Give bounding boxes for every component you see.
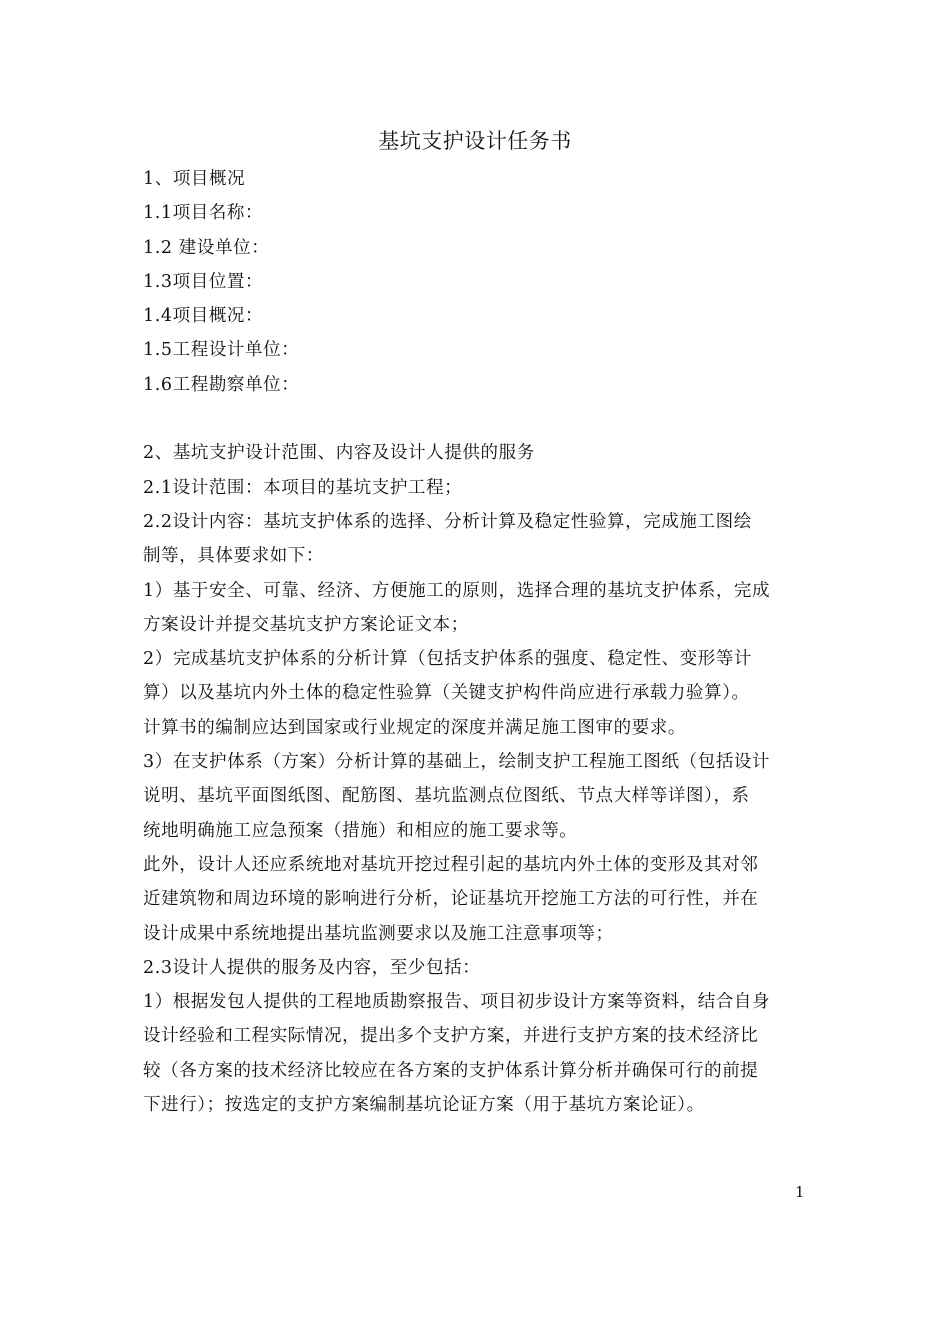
text-line: 1.4项目概况：: [143, 306, 264, 327]
text-line: 1、项目概况: [143, 169, 246, 189]
text-line: 1.1项目名称：: [143, 203, 264, 224]
text-line: 统地明确施工应急预案（措施）和相应的施工要求等。: [143, 820, 578, 841]
text-line: 制等，具体要求如下：: [143, 546, 324, 567]
text-line: 2.3设计人提供的服务及内容，至少包括：: [143, 957, 481, 978]
text-line: 1.6工程勘察单位：: [143, 374, 300, 395]
text-line: 1.5工程设计单位：: [143, 340, 300, 361]
text-line: 设计成果中系统地提出基坑监测要求以及施工注意事项等；: [143, 923, 614, 944]
text-line: 2.2设计内容：基坑支护体系的选择、分析计算及稳定性验算，完成施工图绘: [143, 511, 752, 532]
text-line: 2.1设计范围：本项目的基坑支护工程；: [143, 477, 463, 498]
text-line: 此外，设计人还应系统地对基坑开挖过程引起的基坑内外土体的变形及其对邻: [143, 854, 759, 875]
text-line: 说明、基坑平面图纸图、配筋图、基坑监测点位图纸、节点大样等详图），系: [143, 786, 750, 807]
text-line: 1）根据发包人提供的工程地质勘察报告、项目初步设计方案等资料，结合自身: [143, 992, 771, 1013]
text-line: 算）以及基坑内外土体的稳定性验算（关键支护构件尚应进行承载力验算）。: [143, 683, 750, 704]
text-line: 2、基坑支护设计范围、内容及设计人提供的服务: [143, 443, 535, 464]
document-title: 基坑支护设计任务书: [378, 129, 572, 153]
blank-line: [143, 402, 813, 436]
text-line: 3）在支护体系（方案）分析计算的基础上，绘制支护工程施工图纸（包括设计: [143, 752, 771, 773]
text-line: 计算书的编制应达到国家或行业规定的深度并满足施工图审的要求。: [143, 717, 686, 738]
text-line: 1）基于安全、可靠、经济、方便施工的原则，选择合理的基坑支护体系，完成: [143, 580, 771, 601]
text-line: 近建筑物和周边环境的影响进行分析，论证基坑开挖施工方法的可行性，并在: [143, 889, 759, 910]
document-body: [143, 162, 813, 1122]
page-number: 1: [795, 1183, 805, 1201]
text-line: 1.2 建设单位：: [143, 237, 270, 258]
text-line: 下进行）；按选定的支护方案编制基坑论证方案（用于基坑方案论证）。: [143, 1095, 705, 1116]
text-line: 设计经验和工程实际情况，提出多个支护方案，并进行支护方案的技术经济比: [143, 1026, 759, 1047]
text-line: 1.3项目位置：: [143, 271, 264, 292]
text-line: 方案设计并提交基坑支护方案论证文本；: [143, 614, 469, 635]
text-line: 2）完成基坑支护体系的分析计算（包括支护体系的强度、稳定性、变形等计: [143, 649, 753, 670]
text-line: 较（各方案的技术经济比较应在各方案的支护体系计算分析并确保可行的前提: [143, 1060, 759, 1081]
